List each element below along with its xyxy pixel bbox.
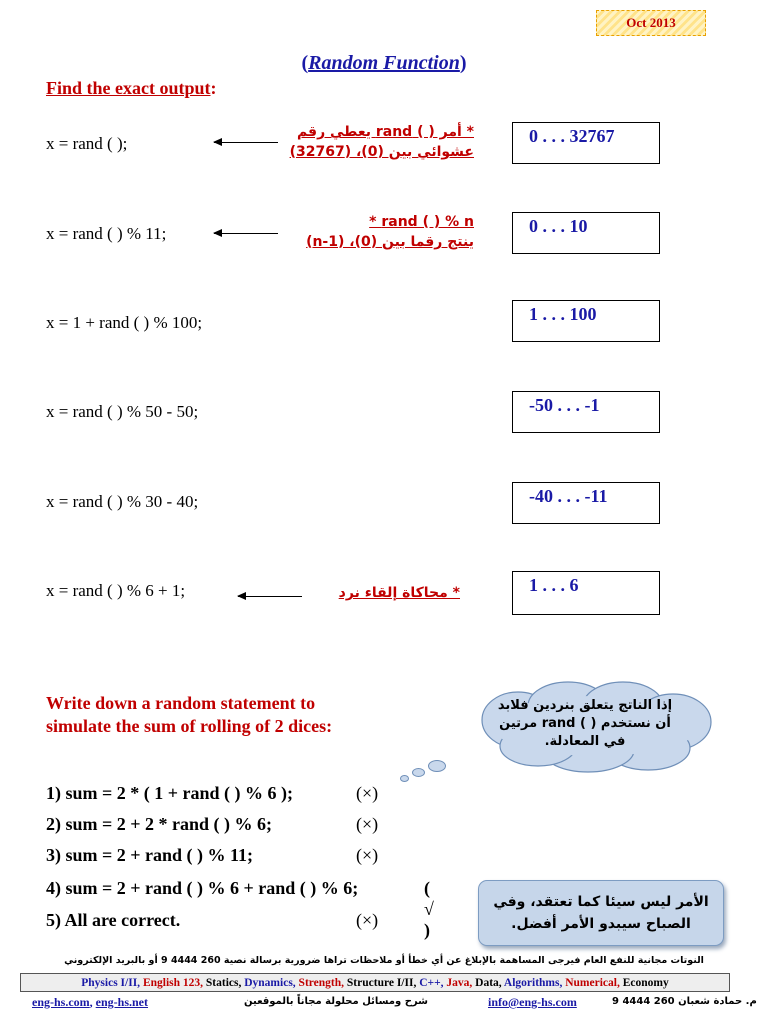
tip-line-2: الصباح سيبدو الأمر أفضل. bbox=[511, 916, 691, 932]
code-line-2: x = rand ( ) % 11; bbox=[46, 224, 167, 243]
option-3-label: 3) sum = 2 + rand ( ) % 11; bbox=[46, 845, 254, 865]
note-1 bbox=[270, 122, 474, 162]
note-2-line-1: rand ( ) % n * bbox=[369, 214, 474, 230]
option-2-label: 2) sum = 2 + 2 * rand ( ) % 6; bbox=[46, 814, 273, 834]
output-box-4: -50 . . . -1 bbox=[512, 391, 660, 433]
output-box-3: 1 . . . 100 bbox=[512, 300, 660, 342]
subject-item: Physics I/II, bbox=[81, 977, 143, 989]
subject-item: Numerical, bbox=[565, 977, 623, 989]
footer-author bbox=[612, 996, 757, 1007]
thought-bubble-icon bbox=[400, 775, 409, 782]
page-title bbox=[0, 52, 768, 75]
site-link-com[interactable]: eng-hs.com bbox=[32, 995, 90, 1009]
note-6-line-1: * محاكاة إلقاء نرد bbox=[338, 585, 460, 601]
cloud-text-line-3: في المعادلة. bbox=[544, 734, 626, 749]
option-4-label: 4) sum = 2 + rand ( ) % 6 + rand ( ) % 6; bbox=[46, 878, 359, 898]
option-1-label: 1) sum = 2 * ( 1 + rand ( ) % 6 ); bbox=[46, 783, 293, 803]
footer-sites: eng-hs.com, eng-hs.net bbox=[32, 995, 149, 1009]
subject-item: Economy bbox=[622, 977, 669, 989]
code-line-6: x = rand ( ) % 6 + 1; bbox=[46, 581, 186, 600]
heading-text: Find the exact output bbox=[46, 78, 211, 98]
arrow-left-icon bbox=[238, 596, 302, 597]
option-5 bbox=[46, 910, 379, 931]
footer-contact bbox=[488, 995, 577, 1010]
option-4-mark: ( √ ) bbox=[424, 878, 434, 940]
code-line-3: x = 1 + rand ( ) % 100; bbox=[46, 313, 203, 332]
arrow-left-icon bbox=[214, 142, 278, 143]
option-5-label: 5) All are correct. bbox=[46, 910, 181, 930]
code-line-4: x = rand ( ) % 50 - 50; bbox=[46, 402, 199, 421]
question-line-1: Write down a random statement to bbox=[46, 693, 316, 713]
subject-item: Java, bbox=[446, 977, 476, 989]
output-box-1: 0 . . . 32767 bbox=[512, 122, 660, 164]
author-name: م. حمادة شعبان bbox=[678, 996, 757, 1007]
option-3-mark: (×) bbox=[356, 845, 379, 865]
email-link[interactable]: info@eng-hs.com bbox=[488, 995, 577, 1009]
subject-item: Structure I/II, bbox=[346, 977, 420, 989]
cloud-text-line-2: أن نستخدم ( ) rand مرتين bbox=[499, 716, 671, 731]
section-heading bbox=[46, 78, 217, 99]
option-2 bbox=[46, 814, 379, 835]
title-text: Random Function bbox=[308, 52, 460, 74]
footer-notice: النوتات مجانية للنفع العام فيرجى المساهمة بالإبلاغ عن أي خطأ أو ملاحظات تراها ضرورية برسالة نصية 260 4444 9 أو بالبريد الإلكتروني bbox=[64, 955, 704, 966]
question-heading bbox=[46, 692, 332, 738]
option-2-mark: (×) bbox=[356, 814, 379, 834]
title-open-paren: ( bbox=[301, 52, 309, 74]
note-1-line-1: * أمر ( ) rand يعطي رقم bbox=[296, 124, 474, 140]
heading-colon: : bbox=[210, 78, 217, 98]
note-2 bbox=[270, 212, 474, 252]
subjects-bar bbox=[20, 973, 730, 992]
note-1-line-2: عشوائي بين (0)، (32767) bbox=[289, 144, 474, 160]
subject-item: Algorithms, bbox=[503, 977, 566, 989]
subject-item: Statics, bbox=[205, 977, 245, 989]
tip-box bbox=[478, 880, 724, 946]
subject-item: Data, bbox=[475, 977, 504, 989]
arrow-left-icon bbox=[214, 233, 278, 234]
code-line-5: x = rand ( ) % 30 - 40; bbox=[46, 492, 199, 511]
code-line-1: x = rand ( ); bbox=[46, 134, 128, 153]
option-3 bbox=[46, 845, 379, 866]
note-6 bbox=[320, 583, 460, 603]
thought-bubble-icon bbox=[412, 768, 425, 777]
output-box-5: -40 . . . -11 bbox=[512, 482, 660, 524]
date-badge: Oct 2013 bbox=[596, 10, 706, 36]
note-2-line-2: ينتج رقما بين (0)، (n-1) bbox=[306, 234, 474, 250]
cloud-text-line-1: إذا الناتج يتعلق بنردين فلابد bbox=[497, 698, 673, 713]
tip-line-1: الأمر ليس سيئا كما تعتقد، وفي bbox=[493, 894, 709, 910]
option-5-mark: (×) bbox=[356, 910, 379, 930]
subject-item: C++, bbox=[419, 977, 447, 989]
output-box-6: 1 . . . 6 bbox=[512, 571, 660, 615]
site-link-net[interactable]: eng-hs.net bbox=[95, 995, 149, 1009]
subject-item: Strength, bbox=[298, 977, 347, 989]
thought-bubble-icon bbox=[428, 760, 446, 772]
author-phone: 9 4444 260 bbox=[612, 996, 675, 1007]
subject-item: English 123, bbox=[142, 977, 206, 989]
option-1-mark: (×) bbox=[356, 783, 379, 803]
cloud-text bbox=[474, 697, 696, 751]
option-1 bbox=[46, 783, 379, 804]
subject-item: Dynamics, bbox=[244, 977, 299, 989]
title-close-paren: ) bbox=[459, 52, 467, 74]
output-box-2: 0 . . . 10 bbox=[512, 212, 660, 254]
question-line-2: simulate the sum of rolling of 2 dices: bbox=[46, 716, 333, 736]
footer-sites-note: شرح ومسائل محلولة مجاناً بالموقعين bbox=[244, 996, 428, 1007]
